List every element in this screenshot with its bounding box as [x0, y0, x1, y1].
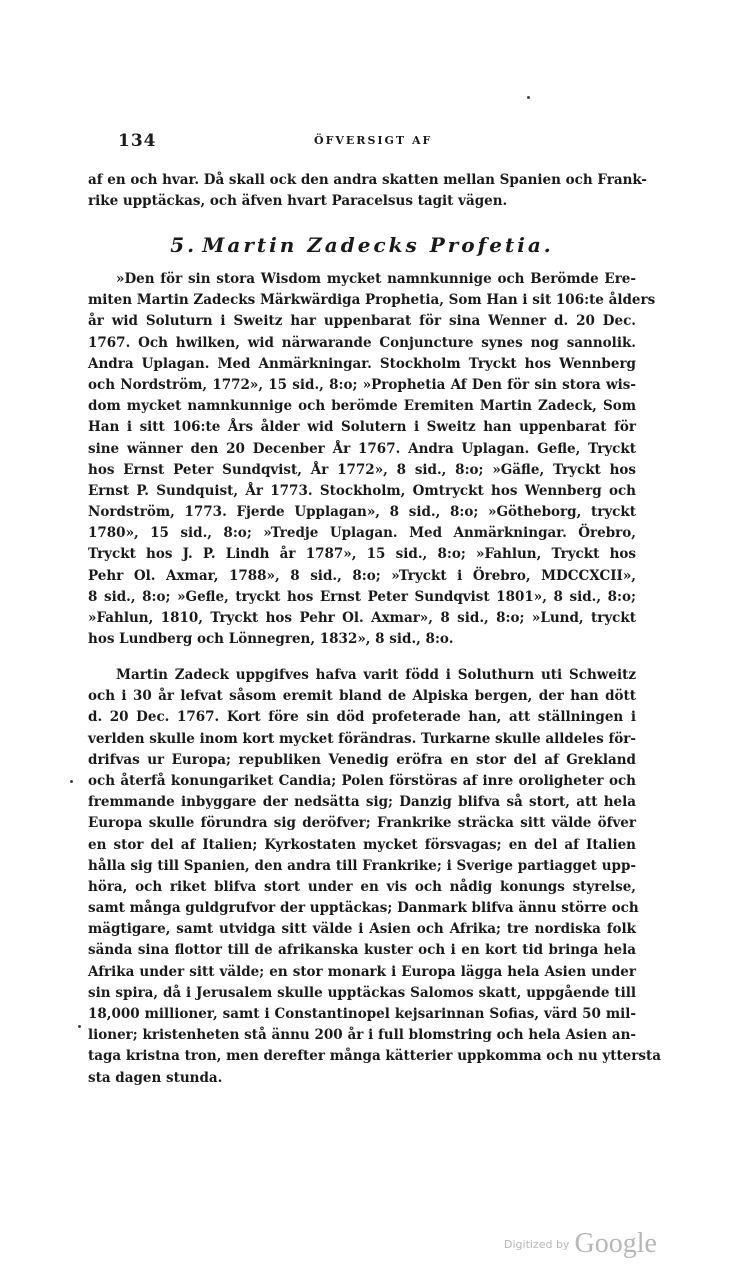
text-line: Europa skulle förundra sig deröfver; Frankrike sträcka sitt välde öfver: [88, 815, 636, 832]
continuation-paragraph: [88, 170, 647, 212]
text-line: Ernst P. Sundquist, År 1773. Stockholm, Omtryckt hos Wennberg och: [88, 482, 636, 499]
page-header: [118, 131, 638, 153]
text-line: sin spira, då i Jerusalem skulle upptäckas Salomos skatt, uppgående till: [88, 984, 636, 1001]
text-line: d. 20 Dec. 1767. Kort före sin död profeterade han, att ställningen i: [88, 709, 636, 726]
section-number: 5.: [170, 233, 198, 257]
text-line: hos Lundberg och Lönnegren, 1832», 8 sid., 8:o.: [88, 631, 454, 648]
text-line: hålla sig till Spanien, den andra till Frankrike; i Sverige partiagget upp-: [88, 857, 636, 874]
speck-mark: [70, 780, 73, 783]
running-head: ÖFVERSIGT AF: [314, 134, 433, 147]
text-line: lioner; kristenheten stå ännu 200 år i full blomstring och hela Asien an-: [88, 1027, 636, 1044]
text-line: år wid Soluturn i Sweitz har uppenbarat för sina Wenner d. 20 Dec.: [88, 313, 636, 330]
text-line: hos Ernst Peter Sundqvist, År 1772», 8 sid., 8:o; »Gäfle, Tryckt hos: [88, 461, 636, 478]
text-line: miten Martin Zadecks Märkwärdiga Prophetia, Som Han i sit 106:te ålders: [88, 292, 656, 309]
text-line: verlden skulle inom kort mycket förändras. Turkarne skulle alldeles för-: [88, 730, 636, 747]
google-logo: Google: [574, 1228, 657, 1259]
text-line: sine wänner den 20 Decenber År 1767. Andra Uplagan. Gefle, Tryckt: [88, 440, 636, 457]
text-line: Pehr Ol. Axmar, 1788», 8 sid., 8:o; »Tryckt i Örebro, MDCCXCII»,: [88, 567, 636, 584]
text-line: 8 sid., 8:o; »Gefle, tryckt hos Ernst Peter Sundqvist 1801», 8 sid., 8:o;: [88, 588, 636, 605]
text-line: mägtigare, samt utvidga sitt välde i Asien och Afrika; tre nordiska folk: [88, 921, 636, 938]
digitized-watermark: [504, 1228, 657, 1260]
text-line: taga kristna tron, men derefter många kätterier uppkomma och nu yttersta: [88, 1048, 661, 1065]
text-line: samt många guldgrufvor der upptäckas; Danmark blifva ännu större och: [88, 900, 639, 917]
speck-mark: [527, 96, 530, 99]
text-line: höra, och riket blifva stort under en vis och nådig konungs styrelse,: [88, 878, 636, 895]
text-line: sta dagen stunda.: [88, 1069, 223, 1086]
text-line: Andra Uplagan. Med Anmärkningar. Stockholm Tryckt hos Wennberg: [88, 355, 636, 372]
text-line: och i 30 år lefvat såsom eremit bland de Alpiska bergen, der han dött: [88, 688, 636, 705]
text-line: 1767. Och hwilken, wid närwarande Conjuncture synes nog sannolik.: [88, 334, 636, 351]
section-title: Martin Zadecks Profetia.: [202, 233, 554, 257]
bibliography-paragraph: [88, 269, 656, 650]
text-line: Afrika under sitt välde; en stor monark i Europa lägga hela Asien under: [88, 963, 636, 980]
body-paragraph: [88, 665, 661, 1089]
text-line: och Nordström, 1772», 15 sid., 8:o; »Prophetia Af Den för sin stora wis-: [88, 376, 636, 393]
section-heading: [88, 233, 636, 257]
text-line: dom mycket namnkunnige och berömde Eremiten Martin Zadeck, Som: [88, 398, 636, 415]
text-line: Martin Zadeck uppgifves hafva varit född i Soluthurn uti Schweitz: [116, 667, 636, 683]
speck-mark: [78, 1025, 81, 1028]
text-line: 18,000 millioner, samt i Constantinopel kejsarinnan Sofias, värd 50 mil-: [88, 1006, 636, 1022]
text-line: Han i sitt 106:te Års ålder wid Solutern i Sweitz han uppenbarat för: [88, 419, 636, 436]
text-line: Nordström, 1773. Fjerde Upplagan», 8 sid., 8:o; »Götheborg, tryckt: [88, 504, 636, 521]
text-line: 1780», 15 sid., 8:o; »Tredje Uplagan. Med Anmärkningar. Örebro,: [88, 525, 636, 542]
text-line: »Fahlun, 1810, Tryckt hos Pehr Ol. Axmar», 8 sid., 8:o; »Lund, tryckt: [88, 610, 636, 626]
text-line: »Den för sin stora Wisdom mycket namnkunnige och Berömde Ere-: [116, 271, 636, 287]
text-line: af en och hvar. Då skall ock den andra skatten mellan Spanien och Frank-: [88, 172, 647, 188]
text-line: och återfå konungariket Candia; Polen förstöras af inre oroligheter och: [88, 772, 636, 789]
text-line: sända sina flottor till de afrikanska kuster och i en kort tid bringa hela: [88, 942, 636, 959]
watermark-prefix: Digitized by: [504, 1238, 570, 1251]
page-number: 134: [118, 131, 157, 151]
text-line: Tryckt hos J. P. Lindh år 1787», 15 sid., 8:o; »Fahlun, Tryckt hos: [88, 546, 636, 563]
text-line: fremmande inbyggare der nedsätta sig; Danzig blifva så stort, att hela: [88, 794, 636, 811]
text-line: drifvas ur Europa; republiken Venedig eröfra en stor del af Grekland: [88, 751, 636, 768]
text-line: rike upptäckas, och äfven hvart Paracelsus tagit vägen.: [88, 193, 508, 210]
text-line: en stor del af Italien; Kyrkostaten mycket försvagas; en del af Italien: [88, 836, 636, 853]
